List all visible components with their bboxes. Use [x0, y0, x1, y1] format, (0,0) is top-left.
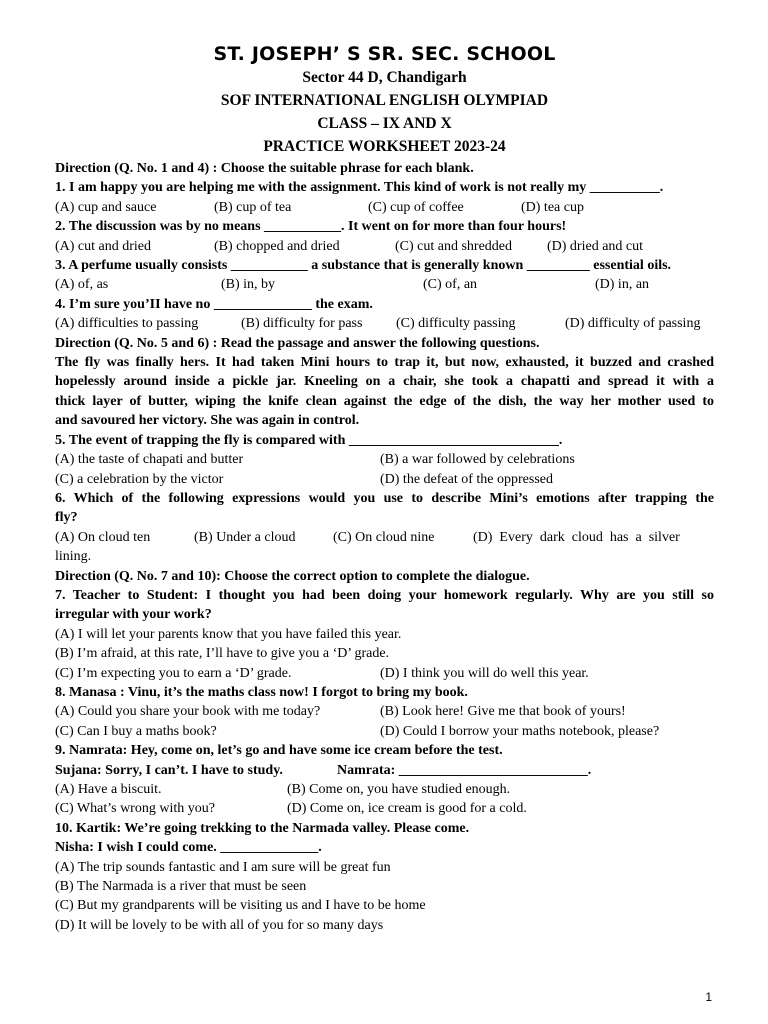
option-c: (C) difficulty passing — [396, 316, 516, 332]
namrata-line: Namrata: ___________________________. — [337, 762, 592, 778]
nisha-line: Nisha: I wish I could come. ______________. — [55, 840, 322, 856]
question-1: 1. I am happy you are helping me with the assignment. This kind of work is not really my __________. — [55, 180, 664, 196]
option-a: (A) difficulties to passing — [55, 316, 199, 332]
question-5-options-row-1 — [55, 450, 714, 469]
option-a: (A) I will let your parents know that you have failed this year. — [55, 626, 402, 642]
option-b: (B) Look here! Give me that book of yours! — [380, 704, 626, 720]
option-c: (C) I’m expecting you to earn a ‘D’ grade. — [55, 665, 292, 681]
question-2-options — [55, 237, 714, 256]
question-6-cont: fly? — [55, 510, 78, 526]
option-a: (A) Have a biscuit. — [55, 782, 162, 797]
question-9: 9. Namrata: Hey, come on, let’s go and have some ice cream before the test. — [55, 743, 503, 759]
direction-2: Direction (Q. No. 5 and 6) : Read the passage and answer the following questions. — [55, 335, 540, 351]
option-d-cont: lining. — [55, 549, 92, 565]
option-d: (D) in, an — [595, 277, 650, 293]
school-name: ST. JOSEPH’ S SR. SEC. SCHOOL — [213, 43, 556, 65]
question-4-options — [55, 314, 714, 333]
question-3-options — [55, 275, 714, 294]
option-d: (D) It will be lovely to be with all of you for so many days — [55, 917, 384, 933]
question-9-dialogue — [55, 761, 714, 780]
option-d: (D) dried and cut — [547, 238, 644, 254]
question-4: 4. I’m sure you’II have no ______________ the exam. — [55, 296, 373, 312]
question-7-cont: irregular with your work? — [55, 607, 212, 623]
school-address: Sector 44 D, Chandigarh — [302, 69, 467, 86]
question-5-options-row-2 — [55, 470, 714, 489]
question-1-options — [55, 198, 714, 217]
sujana-line: Sujana: Sorry, I can’t. I have to study. — [55, 762, 283, 778]
option-c: (C) On cloud nine — [333, 529, 435, 545]
question-9-options-row-2 — [55, 799, 714, 818]
option-b: (B) Come on, you have studied enough. — [287, 782, 511, 797]
question-6-options — [55, 528, 714, 547]
direction-1: Direction (Q. No. 1 and 4) : Choose the suitable phrase for each blank. — [55, 161, 474, 176]
option-d: (D) tea cup — [521, 199, 584, 215]
question-7: 7. Teacher to Student: I thought you had been doing your homework regularly. Why are you still so — [55, 587, 714, 603]
option-a: (A) Could you share your book with me today? — [55, 704, 321, 720]
option-c: (C) But my grandparents will be visiting us and I have to be home — [55, 898, 426, 914]
question-8-options-row-2 — [55, 722, 714, 741]
question-9-options-row-1 — [55, 780, 714, 799]
direction-3: Direction (Q. No. 7 and 10): Choose the correct option to complete the dialogue. — [55, 568, 530, 584]
option-d: (D) Come on, ice cream is good for a cold. — [287, 801, 527, 817]
passage-line: hopelessly around inside a pickle jar. Kneeling on a chair, she took a chapatti and spread it with a — [55, 374, 714, 390]
option-c: (C) cup of coffee — [368, 199, 464, 215]
option-d: (D) Every dark cloud has a silver — [473, 529, 680, 545]
option-a: (A) cup and sauce — [55, 199, 157, 215]
worksheet-title: PRACTICE WORKSHEET 2023-24 — [263, 138, 506, 155]
option-a: (A) cut and dried — [55, 238, 152, 254]
option-b: (B) I’m afraid, at this rate, I’ll have to give you a ‘D’ grade. — [55, 646, 390, 662]
question-8: 8. Manasa : Vinu, it’s the maths class now! I forgot to bring my book. — [55, 684, 468, 700]
option-c: (C) What’s wrong with you? — [55, 801, 215, 817]
option-d: (D) Could I borrow your maths notebook, please? — [380, 723, 660, 739]
page-number: 1 — [705, 990, 712, 1004]
option-b: (B) The Narmada is a river that must be seen — [55, 879, 307, 895]
option-a: (A) On cloud ten — [55, 529, 151, 545]
question-8-options-row-1 — [55, 702, 714, 721]
option-a: (A) of, as — [55, 277, 109, 293]
option-b: (B) a war followed by celebrations — [380, 452, 575, 468]
option-b: (B) chopped and dried — [214, 238, 340, 254]
option-c: (C) cut and shredded — [395, 238, 513, 254]
option-d: (D) the defeat of the oppressed — [380, 471, 553, 487]
worksheet-page — [55, 0, 714, 935]
question-3: 3. A perfume usually consists ___________ a substance that is generally known _________ essential oils. — [55, 258, 672, 274]
option-b: (B) difficulty for pass — [241, 316, 363, 332]
option-d: (D) difficulty of passing — [565, 316, 701, 332]
question-7-options-row — [55, 664, 714, 683]
option-c: (C) Can I buy a maths book? — [55, 723, 217, 739]
option-c: (C) a celebration by the victor — [55, 471, 224, 487]
option-b: (B) Under a cloud — [194, 529, 296, 545]
option-b: (B) in, by — [221, 277, 276, 293]
option-c: (C) of, an — [423, 277, 478, 293]
exam-title: SOF INTERNATIONAL ENGLISH OLYMPIAD — [220, 92, 549, 109]
passage-line: thick layer of butter, wiping the knife clean against the edge of the dish, the way her mother used to — [55, 393, 714, 409]
class-title: CLASS – IX AND X — [317, 115, 452, 132]
question-2: 2. The discussion was by no means ___________. It went on for more than four hours! — [55, 219, 567, 235]
question-6: 6. Which of the following expressions would you use to describe Mini’s emotions after trapping the — [55, 490, 714, 506]
passage-line: and savoured her victory. She was again in control. — [55, 413, 360, 429]
question-5: 5. The event of trapping the fly is compared with ______________________________. — [55, 432, 563, 448]
option-b: (B) cup of tea — [214, 199, 292, 215]
question-10: 10. Kartik: We’re going trekking to the Narmada valley. Please come. — [55, 820, 470, 836]
option-a: (A) the taste of chapati and butter — [55, 452, 244, 468]
option-a: (A) The trip sounds fantastic and I am sure will be great fun — [55, 859, 391, 875]
option-d: (D) I think you will do well this year. — [380, 665, 589, 681]
passage-line: The fly was finally hers. It had taken Mini hours to trap it, but now, exhausted, it buzzed and crashed — [55, 355, 714, 371]
